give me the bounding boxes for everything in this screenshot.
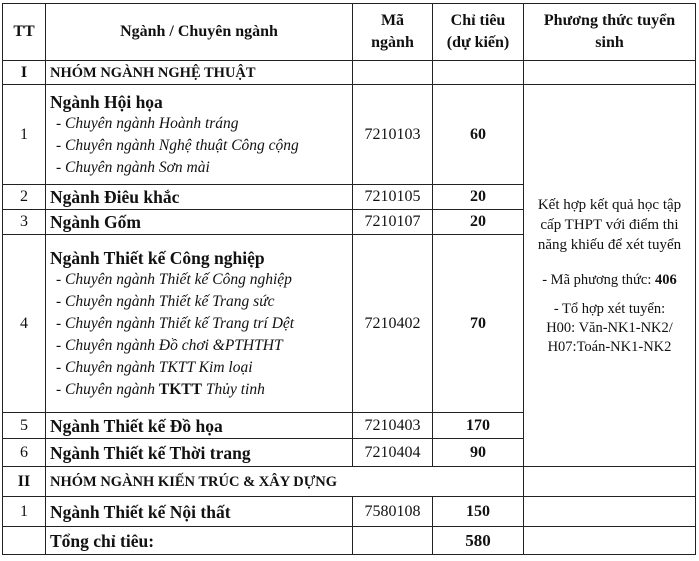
sub-major: - Chuyên ngành Sơn mài	[56, 158, 210, 176]
header-method: Phương thức tuyển sinh	[524, 4, 696, 61]
group-row	[3, 61, 696, 85]
header-major: Ngành / Chuyên ngành	[46, 4, 353, 61]
row-quota: 170	[433, 413, 524, 439]
table-row	[3, 85, 696, 185]
sub-major: - Chuyên ngành Đồ chơi &PTHTHT	[56, 336, 283, 354]
row-tt: 4	[3, 235, 46, 413]
row-name-cell	[46, 235, 353, 413]
group-tt: I	[3, 61, 46, 85]
row-code: 7210105	[353, 185, 433, 210]
group-row	[3, 467, 696, 497]
sub-major: - Chuyên ngành Nghệ thuật Công cộng	[56, 136, 299, 154]
method-combo: - Tổ hợp xét tuyển: H00: Văn-NK1-NK2/ H07:Toán-NK1-NK2	[546, 300, 673, 355]
row-tt: 5	[3, 413, 46, 439]
admission-method	[524, 85, 696, 467]
row-code: 7580108	[353, 497, 433, 527]
sub-major: - Chuyên ngành Thiết kế Công nghiệp	[56, 270, 292, 288]
row-tt: 1	[3, 497, 46, 527]
row-tt: 2	[3, 185, 46, 210]
group-name: NHÓM NGÀNH KIẾN TRÚC & XÂY DỰNG	[46, 467, 524, 497]
total-value: 580	[433, 527, 524, 555]
row-tt: 1	[3, 85, 46, 185]
sub-major: - Chuyên ngành TKTT Thủy tinh	[56, 380, 265, 398]
header-tt: TT	[3, 4, 46, 61]
row-quota: 70	[433, 235, 524, 413]
sub-major: - Chuyên ngành Thiết kế Trang sức	[56, 292, 275, 310]
group-tt: II	[3, 467, 46, 497]
row-quota: 20	[433, 210, 524, 235]
row-quota: 90	[433, 439, 524, 467]
major-name: Ngành Thiết kế Thời trang	[46, 439, 353, 467]
major-name: Ngành Thiết kế Công nghiệp	[50, 247, 265, 268]
method-description: Kết hợp kết quả học tập cấp THPT với điểm thi năng khiếu để xét tuyển	[537, 196, 682, 253]
header-code: Mã ngành	[353, 4, 433, 61]
row-code: 7210107	[353, 210, 433, 235]
table-row	[3, 497, 696, 527]
major-name: Ngành Thiết kế Đồ họa	[46, 413, 353, 439]
row-quota: 150	[433, 497, 524, 527]
sub-major: - Chuyên ngành TKTT Kim loại	[56, 358, 253, 376]
admission-table	[2, 3, 696, 555]
header-quota: Chỉ tiêu (dự kiến)	[433, 4, 524, 61]
row-tt: 6	[3, 439, 46, 467]
major-name: Ngành Thiết kế Nội thất	[46, 497, 353, 527]
sub-major: - Chuyên ngành Thiết kế Trang trí Dệt	[56, 314, 295, 332]
group-name: NHÓM NGÀNH NGHỆ THUẬT	[46, 61, 353, 85]
row-name-cell	[46, 85, 353, 185]
total-row	[3, 527, 696, 555]
row-quota: 60	[433, 85, 524, 185]
total-label: Tổng chỉ tiêu:	[46, 527, 353, 555]
row-tt: 3	[3, 210, 46, 235]
row-code: 7210402	[353, 235, 433, 413]
major-name: Ngành Hội họa	[50, 91, 163, 112]
row-code: 7210404	[353, 439, 433, 467]
header-row	[3, 4, 696, 61]
method-code: - Mã phương thức: 406	[542, 271, 677, 288]
major-name: Ngành Gốm	[46, 210, 353, 235]
sub-major: - Chuyên ngành Hoành tráng	[56, 114, 239, 132]
row-code: 7210403	[353, 413, 433, 439]
row-quota: 20	[433, 185, 524, 210]
major-name: Ngành Điêu khắc	[46, 185, 353, 210]
row-code: 7210103	[353, 85, 433, 185]
